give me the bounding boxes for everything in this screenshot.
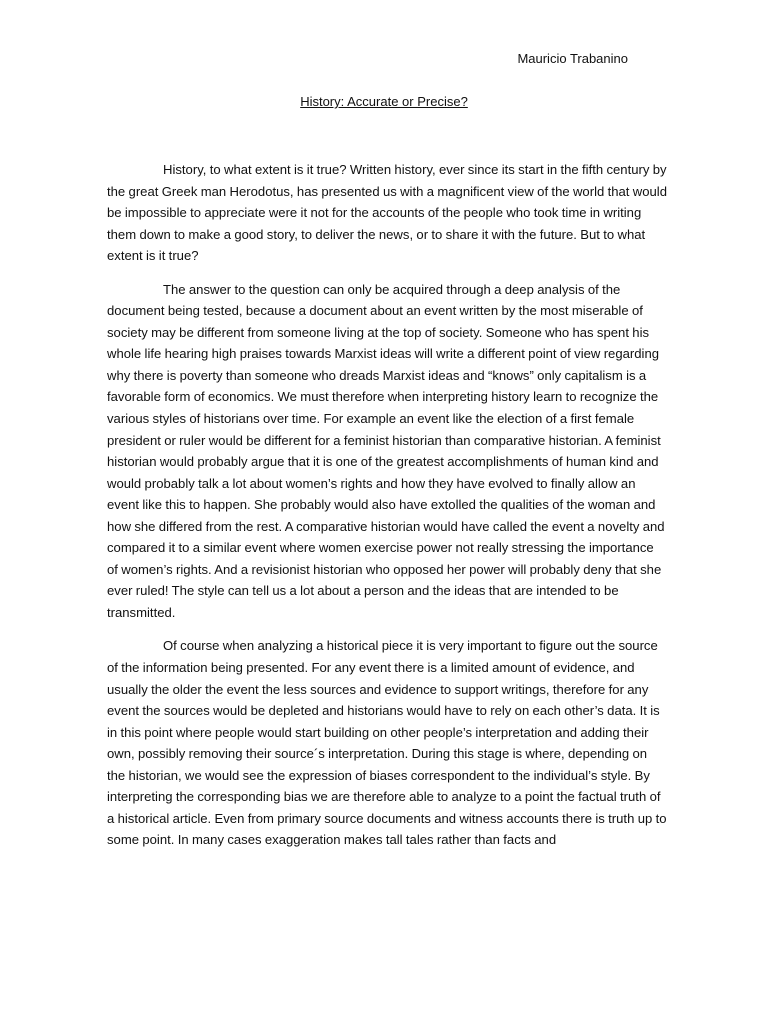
document-title: History: Accurate or Precise? — [300, 94, 468, 109]
document-body — [107, 159, 667, 863]
paragraph-1: History, to what extent is it true? Written history, ever since its start in the fifth century by the great Greek man Herodotus, has presented us with a magnificent view of the world that would be impossible to appreciate were it not for the accounts of the people who took time in writing them down to make a good story, to deliver the news, or to share it with the future. But to what extent is it true? — [107, 162, 667, 264]
paragraph-2: The answer to the question can only be acquired through a deep analysis of the document being tested, because a document about an event written by the most miserable of society may be different from someone living at the top of society. Someone who has spent his whole life hearing high praises towards Marxist ideas will write a different point of view regarding why there is poverty than someone who dreads Marxist ideas and “knows” only capitalism is a favorable form of economics. We must therefore when interpreting history learn to recognize the various styles of historians over time. For example an event like the election of a first female president or ruler would be different for a feminist historian than comparative historian. A feminist historian would probably argue that it is one of the greatest accomplishments of human kind and would probably talk a lot about women’s rights and how they have evolved to finally allow an event like this to happen. She probably would also have extolled the qualities of the woman and how she differed from the rest. A comparative historian would have called the event a novelty and compared it to a similar event where women exercise power not really stressing the importance of women’s rights. And a revisionist historian who opposed her power will probably deny that she ever ruled! The style can tell us a lot about a person and the ideas that are intended to be transmitted. — [107, 281, 665, 620]
author-name: Mauricio Trabanino — [517, 51, 628, 66]
paragraph-3: Of course when analyzing a historical piece it is very important to figure out the source of the information being presented. For any event there is a limited amount of evidence, and usually the older the event the less sources and evidence to support writings, therefore for any event the sources would be depleted and historians would have to rely on each other’s data. It is in this point where people would start building on other people’s interpretation and adding their own, possibly removing their source´s interpretation. During this stage is where, depending on the historian, we would see the expression of biases correspondent to the individual’s style. By interpreting the corresponding bias we are therefore able to analyze to a point the factual truth of a historical article. Even from primary source documents and witness accounts there is truth up to some point. In many cases exaggeration makes tall tales rather than facts and — [107, 638, 667, 848]
